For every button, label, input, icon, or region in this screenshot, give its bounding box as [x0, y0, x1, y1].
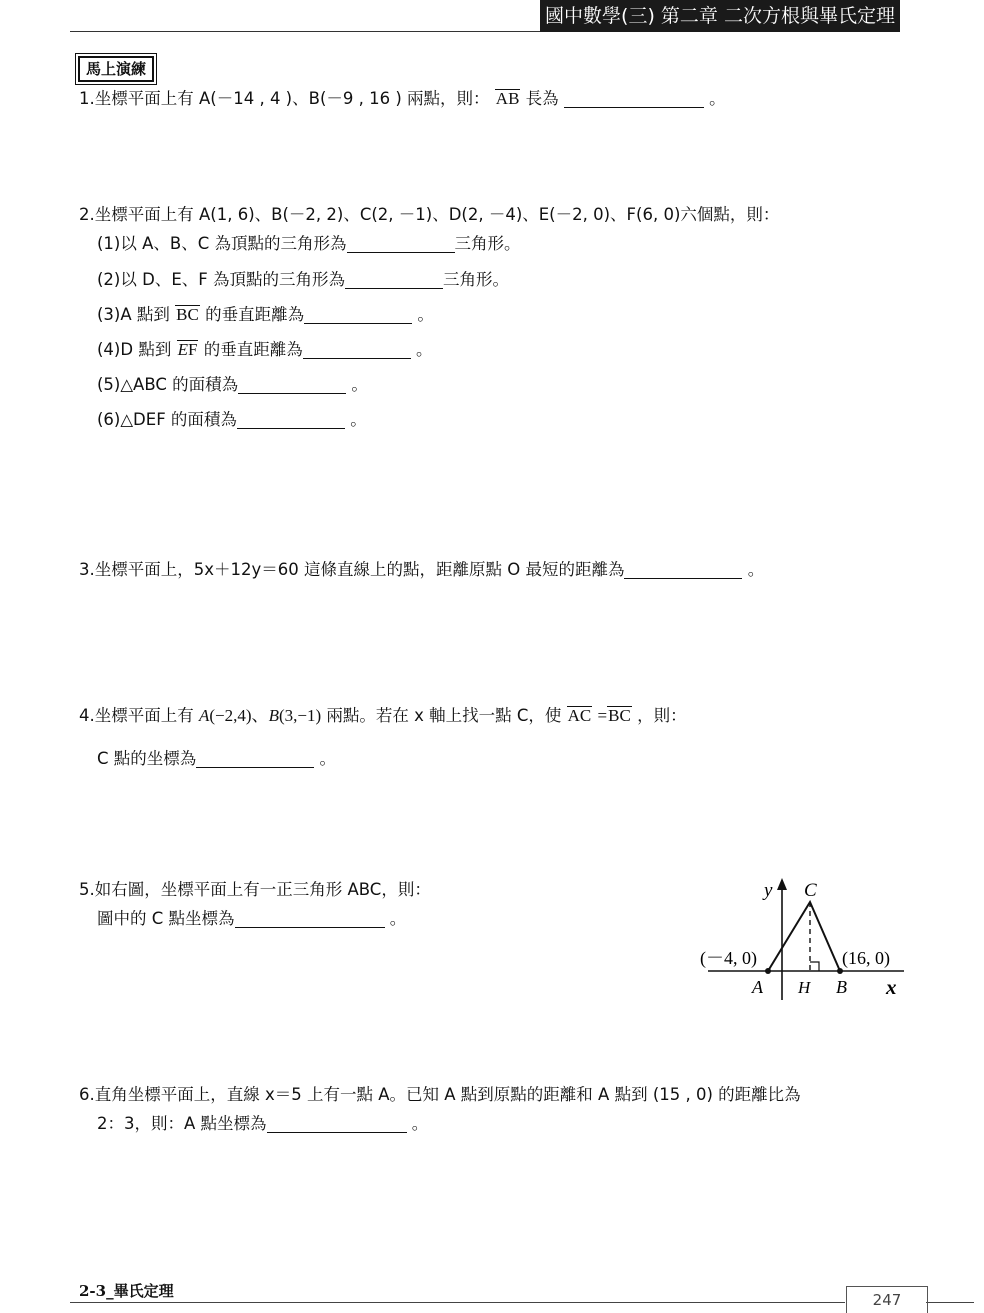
answer-blank-5[interactable]: [235, 909, 385, 928]
answer-blank-3[interactable]: [624, 560, 742, 579]
q6-end: 。: [411, 1114, 429, 1133]
q2-4-after: 的垂直距離為: [203, 340, 303, 359]
q2-3-after: 的垂直距離為: [205, 305, 305, 324]
q4-point-a: A: [199, 706, 210, 725]
q4-mid: 兩點。若在 x 軸上找一點 C，使: [326, 706, 562, 725]
segment-ef-e: E: [177, 340, 188, 359]
segment-bc-2: BC: [608, 706, 631, 725]
answer-blank-2-6[interactable]: [237, 410, 345, 429]
question-2-1: [97, 233, 521, 255]
chapter-header: 國中數學(三) 第二章 二次方根與畢氏定理: [540, 0, 900, 32]
q4-suffix: ，則：: [637, 706, 687, 725]
question-6: 6.直角坐標平面上，直線 x＝5 上有一點 A。已知 A 點到原點的距離和 A 點到 (15 , 0) 的距離比為: [79, 1085, 801, 1104]
q4-equals: =: [597, 706, 608, 725]
answer-blank-6[interactable]: [267, 1114, 407, 1133]
q2-2-after: 三角形。: [442, 270, 509, 289]
question-4: [79, 705, 687, 727]
q2-3-end: 。: [417, 305, 434, 324]
answer-blank-2-2[interactable]: [345, 270, 443, 289]
q5-end: 。: [389, 909, 407, 928]
answer-blank-2-4[interactable]: [303, 340, 411, 359]
question-5: 5.如右圖，坐標平面上有一正三角形 ABC，則：: [79, 880, 431, 899]
b-label: B: [836, 977, 847, 997]
x-label: x: [886, 975, 897, 999]
segment-bc: BC: [176, 305, 199, 324]
c-label: C: [804, 880, 817, 901]
q4-prefix: 4.坐標平面上有: [79, 706, 194, 725]
right-angle-mark: [810, 962, 819, 971]
answer-blank-2-1[interactable]: [347, 234, 455, 253]
q3-text: 3.坐標平面上，5x＋12y＝60 這條直線上的點，距離原點 O 最短的距離為: [79, 560, 625, 579]
q4-point-a-coord: (−2,4)、: [209, 706, 269, 725]
q2-1-text: (1)以 A、B、C 為頂點的三角形為: [97, 234, 347, 253]
a-label: A: [752, 977, 763, 997]
question-2-4: [97, 339, 432, 361]
q6-line2-text: 2：3，則：A 點坐標為: [97, 1114, 267, 1133]
practice-badge: 馬上演練: [78, 56, 154, 82]
point-b: [837, 968, 843, 974]
q5-line2-text: 圖中的 C 點坐標為: [97, 909, 235, 928]
a-coord-label: (－4, 0): [700, 948, 757, 968]
question-2-6: [97, 409, 367, 431]
q2-2-text: (2)以 D、E、F 為頂點的三角形為: [97, 270, 345, 289]
question-5-line2: [97, 908, 406, 930]
question-3: [79, 559, 764, 581]
q2-3-text: (3)A 點到: [97, 305, 170, 324]
q1-end: 。: [709, 89, 726, 108]
answer-blank-1[interactable]: [564, 89, 704, 108]
question-1: [79, 88, 726, 110]
q4-point-b-coord: (3,−1): [278, 706, 322, 725]
segment-ef-f: F: [187, 340, 198, 359]
segment-ab: AB: [495, 89, 520, 108]
q3-end: 。: [747, 560, 765, 579]
q1-text: 1.坐標平面上有 A(－14 , 4 )、B(－9 , 16 ) 兩點，則：: [79, 89, 490, 108]
segment-ef: [177, 340, 199, 358]
y-label: y: [764, 880, 773, 901]
answer-blank-2-3[interactable]: [304, 305, 412, 324]
question-2-2: [97, 269, 509, 291]
q2-1-after: 三角形。: [454, 234, 521, 253]
q2-4-end: 。: [415, 340, 433, 359]
q4-line2-text: C 點的坐標為: [97, 749, 197, 768]
answer-blank-2-5[interactable]: [238, 375, 346, 394]
q2-6-text: (6)△DEF 的面積為: [97, 410, 237, 429]
q4-point-b: B: [268, 706, 279, 725]
q2-6-end: 。: [350, 410, 367, 429]
q4-end: 。: [319, 749, 337, 768]
q2-4-text: (4)D 點到: [97, 340, 172, 359]
question-2-intro: 2.坐標平面上有 A(1, 6)、B(－2, 2)、C(2, －1)、D(2, －4)、E(－2, 0)、F(6, 0)六個點，則：: [79, 205, 780, 224]
b-coord-label: (16, 0): [842, 948, 890, 968]
footer-rule: [70, 1302, 845, 1303]
question-6-line2: [97, 1113, 428, 1135]
section-title: 2-3_畢氏定理: [79, 1282, 174, 1300]
footer-rule-right: [926, 1302, 974, 1303]
question-2-5: [97, 374, 368, 396]
triangle-abc: [768, 902, 840, 971]
answer-blank-4[interactable]: [196, 749, 314, 768]
segment-ac: AC: [567, 706, 592, 725]
triangle-figure: [690, 872, 910, 1002]
q1-suffix: 長為: [525, 89, 559, 108]
question-4-line2: [97, 748, 336, 770]
y-axis-arrow: [777, 878, 787, 890]
q2-5-end: 。: [351, 375, 368, 394]
page-number: 247: [846, 1286, 928, 1313]
question-2-3: [97, 304, 434, 326]
point-a: [765, 968, 771, 974]
h-label: H: [798, 978, 811, 997]
q2-5-text: (5)△ABC 的面積為: [97, 375, 239, 394]
